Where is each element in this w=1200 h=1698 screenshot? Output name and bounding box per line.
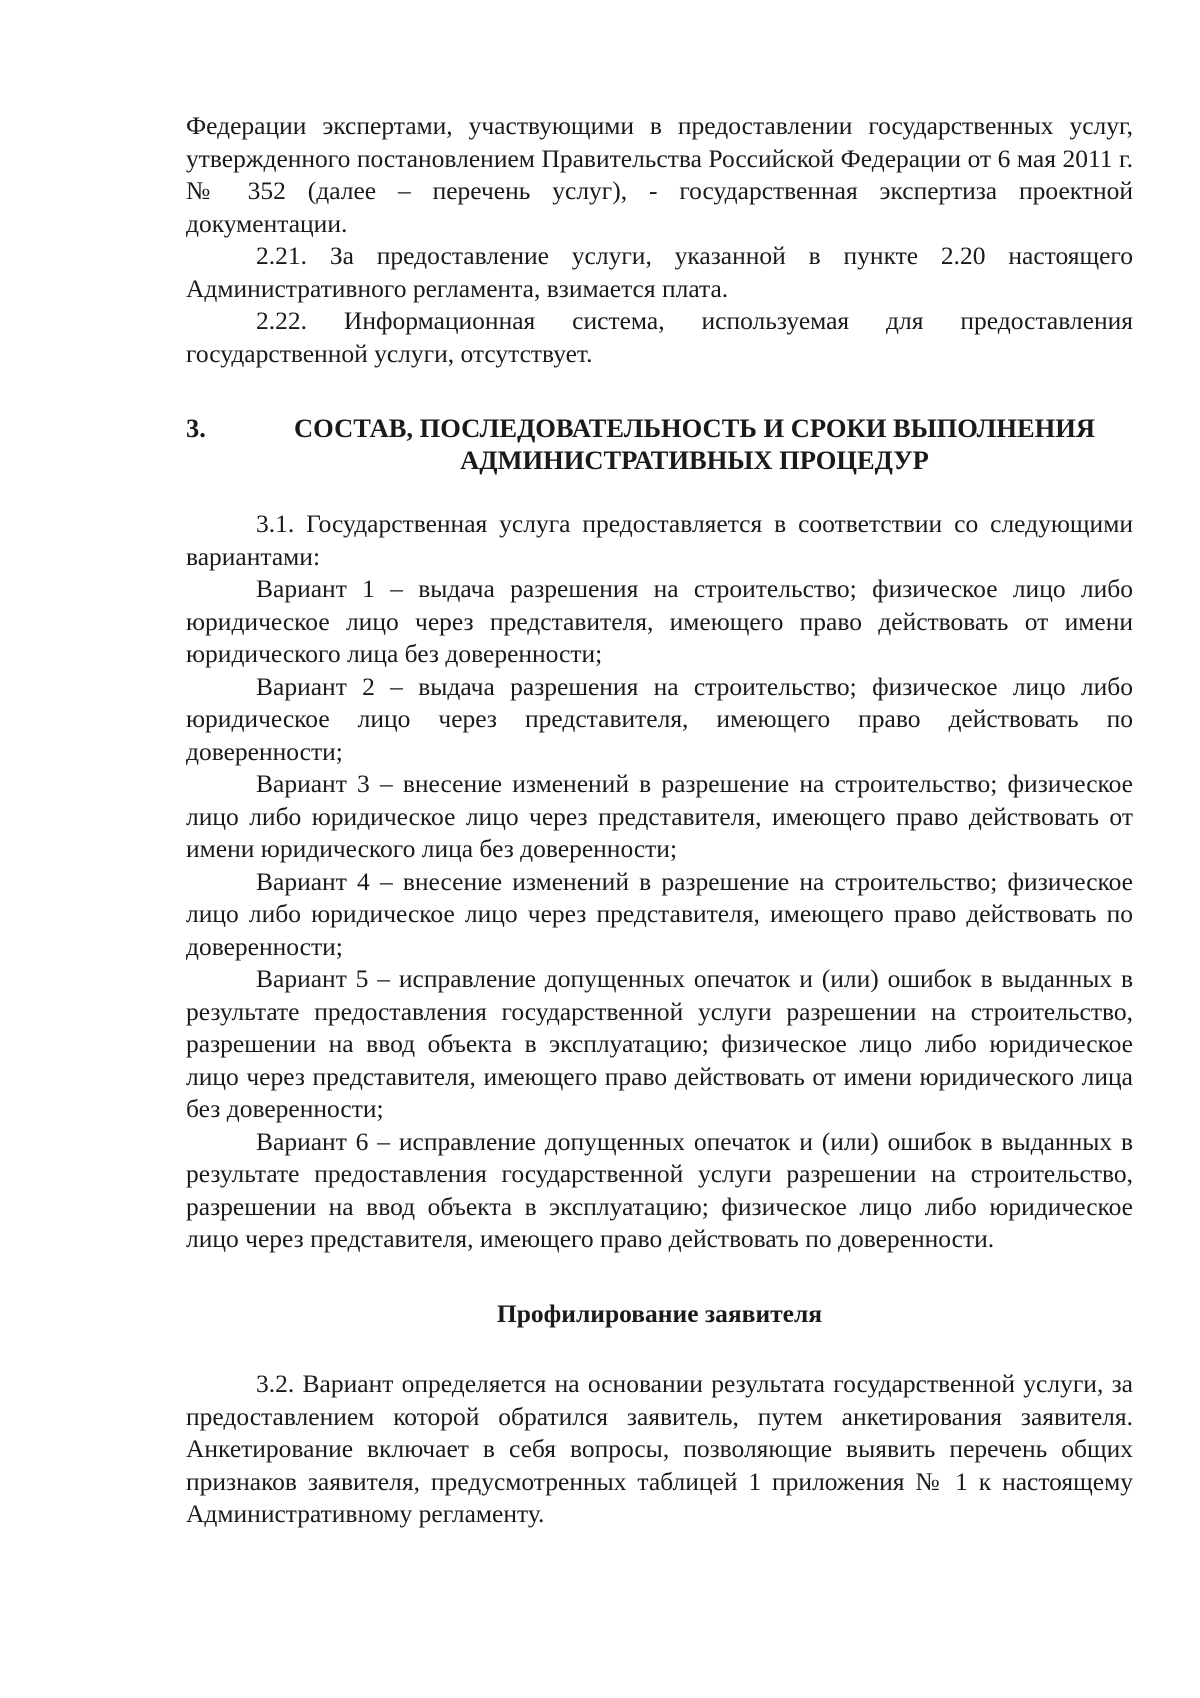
variant-4: Вариант 4 – внесение изменений в разрешение на строительство; физическое лицо либо юридическое лицо через представителя, имеющего право действовать по доверенности; <box>186 866 1133 961</box>
subheading-profiling: Профилирование заявителя <box>496 1298 823 1328</box>
paragraph-2-21: 2.21. За предоставление услуги, указанной в пункте 2.20 настоящего Административного регламента, взимается плата. <box>186 241 1133 303</box>
variant-2: Вариант 2 – выдача разрешения на строительство; физическое лицо либо юридическое лицо через представителя, имеющего право действовать по доверенности; <box>186 671 1133 766</box>
paragraph-2-22: 2.22. Информационная система, используемая для предоставления государственной услуги, отсутствует. <box>186 306 1133 368</box>
paragraph-3-1: 3.1. Государственная услуга предоставляется в соответствии со следующими вариантами: <box>186 509 1133 571</box>
paragraph-3-2: 3.2. Вариант определяется на основании результата государственной услуги, за предоставлением которой обратился заявитель, путем анкетирования заявителя. Анкетирование включает в себя вопросы, позволяющие выявить перечень общих признаков заявителя, предусмотренных таблицей 1 приложения № 1 к настоящему Административному регламенту. <box>186 1369 1133 1528</box>
section-title: СОСТАВ, ПОСЛЕДОВАТЕЛЬНОСТЬ И СРОКИ ВЫПОЛНЕНИЯ АДМИНИСТРАТИВНЫХ ПРОЦЕДУР <box>294 413 1095 475</box>
variant-6: Вариант 6 – исправление допущенных опечаток и (или) ошибок в выданных в результате предоставления государственной услуги разрешении на строительство, разрешении на ввод объекта в эксплуатацию; физическое лицо либо юридическое лицо через представителя, имеющего право действовать по доверенности. <box>186 1126 1133 1253</box>
section-heading <box>186 412 1133 476</box>
variant-1: Вариант 1 – выдача разрешения на строительство; физическое лицо либо юридическое лицо через представителя, имеющего право действовать от имени юридического лица без доверенности; <box>186 574 1133 668</box>
paragraph-continuation: Федерации экспертами, участвующими в предоставлении государственных услуг, утвержденного постановлением Правительства Российской Федерации от 6 мая 2011 г. № 352 (далее – перечень услуг), - государственная экспертиза проектной документации. <box>186 111 1133 238</box>
variant-3: Вариант 3 – внесение изменений в разрешение на строительство; физическое лицо либо юридическое лицо через представителя, имеющего право действовать от имени юридического лица без доверенности; <box>186 769 1133 863</box>
section-number: 3. <box>186 413 206 443</box>
document-body <box>186 110 1133 1531</box>
variant-5: Вариант 5 – исправление допущенных опечаток и (или) ошибок в выданных в результате предоставления государственной услуги разрешении на строительство, разрешении на ввод объекта в эксплуатацию; физическое лицо либо юридическое лицо через представителя, имеющего право действовать от имени юридического лица без доверенности; <box>186 964 1133 1123</box>
